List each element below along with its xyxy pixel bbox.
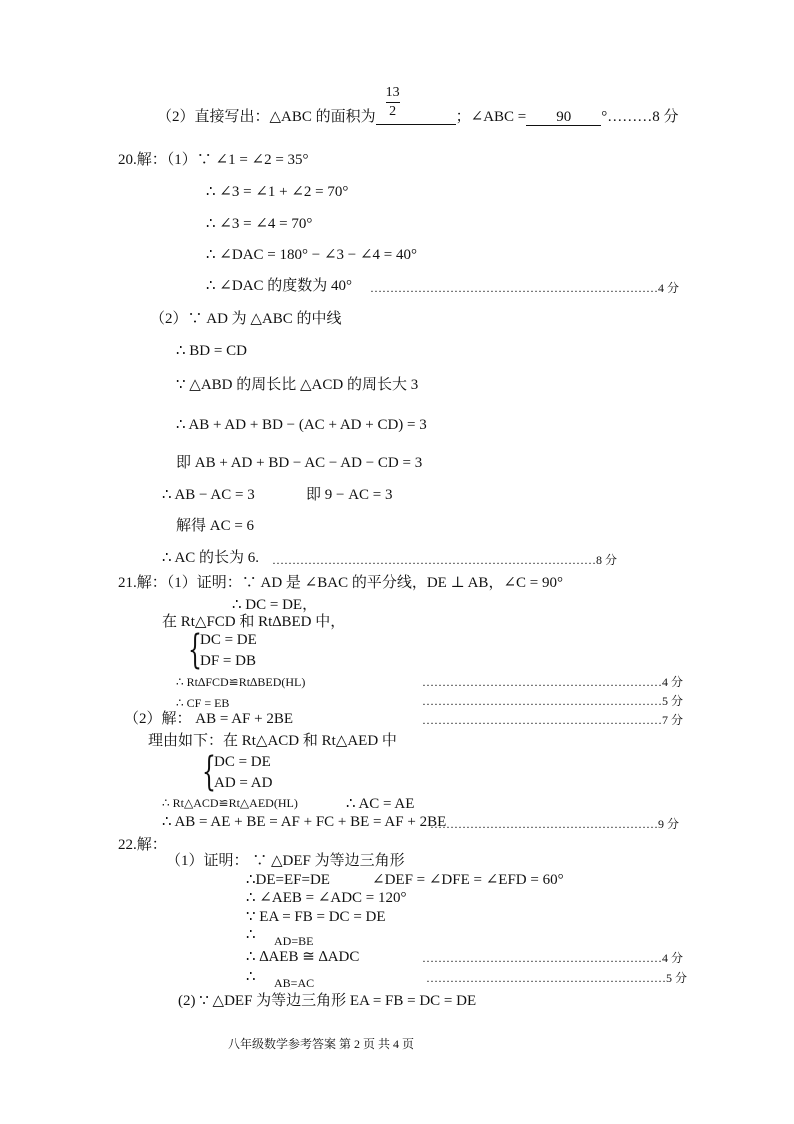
q21-line-7: 理由如下：在 Rt△ACD 和 Rt△AED 中 (148, 733, 397, 749)
q21-line-1: 21.解：（1）证明：∵ AD 是 ∠BAC 的平分线，DE ⊥ AB，∠C = 90° (118, 575, 563, 591)
q21-brace1-b: DF = DB (200, 653, 256, 669)
q20-line-11b: 即 9 − AC = 3 (306, 487, 393, 503)
q21-brace-2: { (202, 749, 216, 795)
fraction-numerator: 13 (385, 85, 400, 101)
q20-line-11: ∴ AB − AC = 3 (162, 487, 255, 503)
q21-brace1-a: DC = DE (200, 632, 257, 648)
q20-line-6: （2）∵ AD 为 △ABC 的中线 (150, 311, 342, 327)
q22-line-6: ∴ ∆AEB ≅ ∆ADC (246, 949, 360, 965)
q22-line-1: （1）证明： ∵ △DEF 为等边三角形 (166, 853, 405, 869)
q20-line-7: ∴ BD = CD (176, 343, 247, 359)
q20-line-4: ∴ ∠DAC = 180° − ∠3 − ∠4 = 40° (206, 247, 418, 263)
q21-score-4: ……………………………………………………4 分 (422, 675, 684, 689)
q21-score-9: …………………………………………………9 分 (430, 817, 680, 831)
q21-line-4: ∴ Rt∆FCD≌Rt∆BED(HL) (176, 675, 306, 689)
q21-line-8: ∴ Rt△ACD≌Rt△AED(HL) (162, 796, 298, 810)
q22-line-2: ∴DE=EF=DE (246, 872, 330, 888)
q20-line-8: ∵ △ABD 的周长比 △ACD 的周长大 3 (176, 377, 419, 393)
q22-score-4: ……………………………………………………4 分 (422, 951, 684, 965)
angle-answer: 90 (526, 110, 601, 126)
q20-line-5: ∴ ∠DAC 的度数为 40° (206, 278, 353, 294)
q20-line-10: 即 AB + AD + BD − AC − AD − CD = 3 (176, 455, 423, 471)
q22-score-5: ……………………………………………………5 分 (426, 971, 688, 985)
q20-score-8: ………………………………………………………………………8 分 (272, 553, 618, 567)
q21-brace-1: { (188, 627, 202, 673)
q22-line-7: ∴ (246, 969, 256, 985)
q20-line-13: ∴ AC 的长为 6. (162, 550, 260, 566)
q22-line-7b: AB=AC (274, 976, 315, 990)
area-fraction (386, 86, 400, 119)
q21-brace2-b: AD = AD (214, 775, 273, 791)
q21-line-9: ∴ AB = AE + BE = AF + FC + BE = AF + 2BE (162, 814, 447, 830)
q20-score-4: ………………………………………………………………4 分 (370, 281, 680, 295)
q21-score-5: ……………………………………………………5 分 (422, 694, 684, 708)
q22-line-5b: AD=BE (274, 934, 314, 948)
q22-line-4: ∵ EA = FB = DC = DE (246, 909, 386, 925)
q21-line-2: ∴ DC = DE， (232, 597, 318, 613)
q22-line-0: 22.解： (118, 837, 167, 853)
fraction-denominator: 2 (389, 104, 397, 120)
q19-2-suffix: °………8 分 (601, 109, 679, 125)
q20-line-1: 20.解：（1）∵ ∠1 = ∠2 = 35° (118, 152, 309, 168)
q19-2-prefix: （2）直接写出：△ABC 的面积为 (157, 109, 376, 125)
q19-2-line (157, 85, 679, 126)
q20-line-2: ∴ ∠3 = ∠1 + ∠2 = 70° (206, 184, 349, 200)
q21-score-7: ……………………………………………………7 分 (422, 713, 684, 727)
page-footer: 八年级数学参考答案 第 2 页 共 4 页 (228, 1037, 415, 1051)
q22-line-8: (2) ∵ △DEF 为等边三角形 EA = FB = DC = DE (178, 993, 477, 1009)
q21-line-6: （2）解： AB = AF + 2BE (124, 711, 294, 727)
q20-line-3: ∴ ∠3 = ∠4 = 70° (206, 216, 313, 232)
q21-line-5: ∴ CF = EB (176, 696, 230, 710)
q22-line-3: ∴ ∠AEB = ∠ADC = 120° (246, 890, 407, 906)
q22-line-5: ∴ (246, 927, 256, 943)
q22-line-2b: ∠DEF = ∠DFE = ∠EFD = 60° (372, 872, 564, 888)
q19-2-mid: ；∠ABC = (455, 109, 527, 125)
q21-line-3: 在 Rt△FCD 和 Rt∆BED 中， (162, 614, 346, 630)
q21-line-8b: ∴ AC = AE (346, 796, 415, 812)
q20-line-9: ∴ AB + AD + BD − (AC + AD + CD) = 3 (176, 417, 427, 433)
q21-brace2-a: DC = DE (214, 754, 271, 770)
q20-line-12: 解得 AC = 6 (176, 518, 255, 534)
